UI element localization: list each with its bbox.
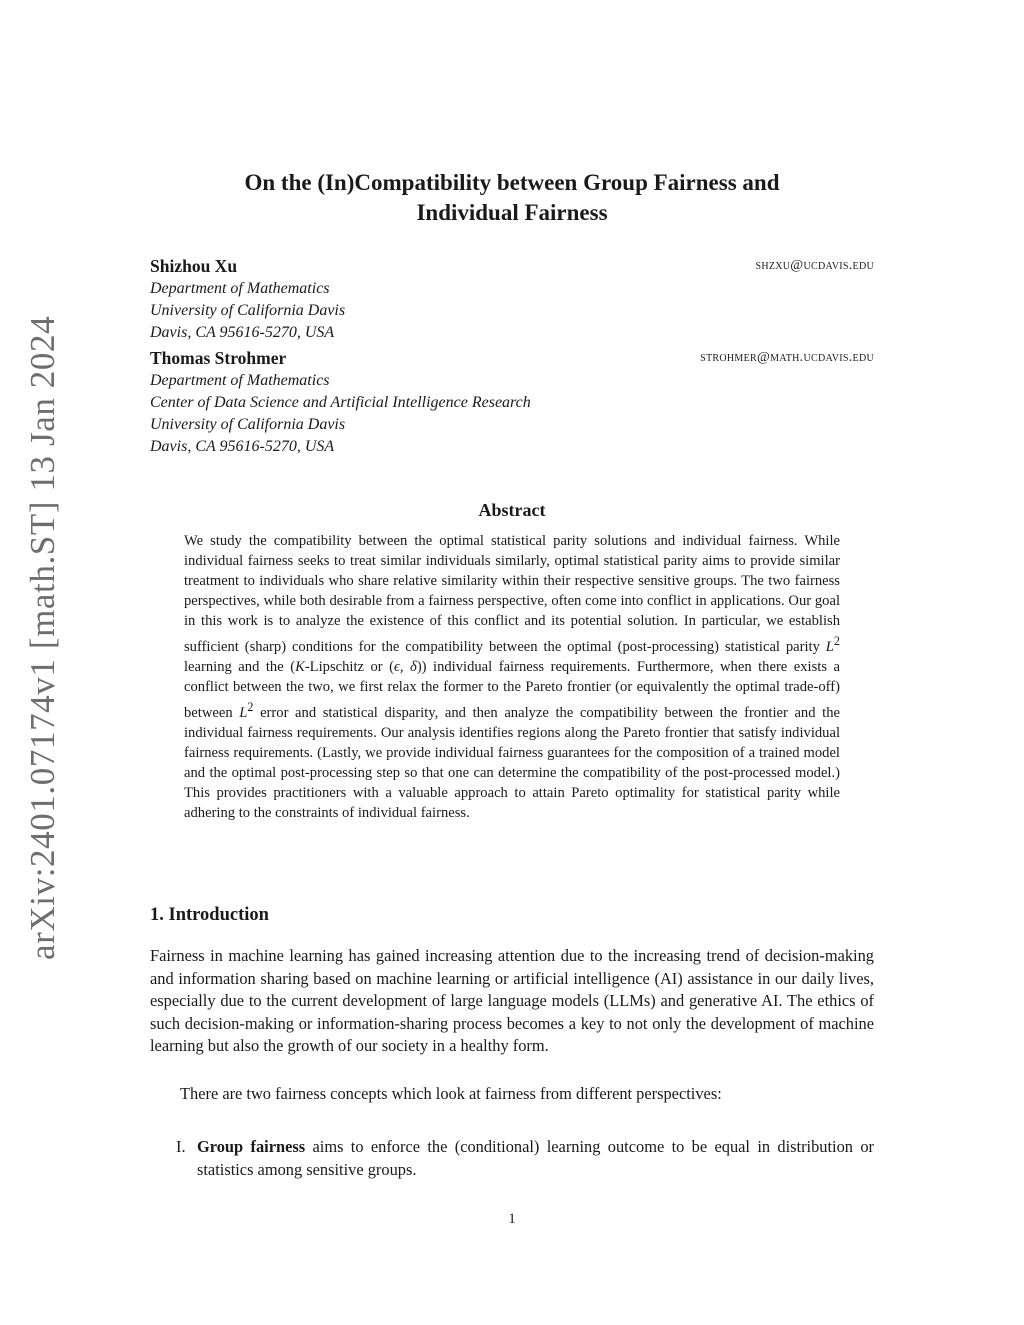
page-number: 1 (508, 1211, 516, 1227)
math-symbol: K (295, 659, 305, 676)
affiliation-line: Davis, CA 95616-5270, USA (150, 324, 335, 341)
affiliation-line: Center of Data Science and Artificial Intelligence Research (150, 394, 531, 411)
math-symbol: ϵ, δ (394, 659, 417, 676)
author-name: Shizhou Xu (150, 256, 238, 276)
abstract-heading: Abstract (478, 500, 546, 520)
affiliation-line: University of California Davis (150, 416, 346, 433)
affiliation-line: Davis, CA 95616-5270, USA (150, 438, 335, 455)
title-line-2: Individual Fairness (416, 200, 608, 225)
intro-paragraph: Fairness in machine learning has gained increasing attention due to the increasing trend of decision-making and information sharing based on machine learning or artificial intelligence (AI) assistance in our daily lives, especially due to the current development of large language models (LLMs) and generative AI. The ethics of such decision-making or information-sharing process becomes a key to not only the development of machine learning but also the growth of our society in a healthy form. (150, 946, 874, 1056)
abstract-text-part: error and statistical disparity, and then analyze the compatibility between the frontier and the individual fairness requirements. Our analysis identifies regions along the Pareto frontier that satisfy individual fairness requirements. (Lastly, we provide individual fairness guarantees for the composition of a trained model and the optimal post-processing step so that one can determine the compatibility of the post-processed model.) This provides practitioners with a valuable approach to attain Pareto optimality for statistical parity while adhering to the constraints of individual fairness. (184, 705, 840, 822)
author-block-2 (150, 346, 874, 458)
abstract-text-part: )) individual fairness requirements. Furthermore, when there exists a conflict between the two, we first relax the former to the Pareto frontier (or equivalently the optimal trade-off) between (184, 659, 840, 722)
author-email[interactable]: shzxu@ucdavis.edu (755, 258, 874, 273)
title-line-1: On the (In)Compatibility between Group Fairness and (244, 170, 780, 195)
author-block-1 (150, 254, 874, 344)
math-superscript: 2 (247, 700, 254, 715)
section-heading-introduction: 1. Introduction (150, 905, 269, 925)
affiliation-line: University of California Davis (150, 302, 346, 319)
math-symbol: L (239, 705, 248, 722)
affiliation-line: Department of Mathematics (150, 372, 330, 389)
abstract-text (184, 531, 840, 823)
paper-title (150, 168, 874, 228)
list-item (150, 1136, 874, 1181)
author-name: Thomas Strohmer (150, 348, 287, 368)
list-item-text: aims to enforce the (conditional) learning outcome to be equal in distribution or statistics among sensitive groups. (197, 1137, 874, 1179)
arxiv-identifier: arXiv:2401.07174v1 [math.ST] 13 Jan 2024 (23, 315, 62, 960)
abstract-text-part: -Lipschitz or ( (304, 659, 394, 676)
list-item-term: Group fairness (197, 1137, 306, 1156)
affiliation-line: Department of Mathematics (150, 280, 330, 297)
author-email[interactable]: strohmer@math.ucdavis.edu (700, 350, 874, 365)
math-superscript: 2 (833, 634, 840, 649)
list-item-body (197, 1136, 874, 1181)
math-symbol: L (825, 639, 834, 656)
abstract-text-part: learning and the ( (184, 659, 296, 676)
intro-paragraph: There are two fairness concepts which look at fairness from different perspectives: (180, 1084, 722, 1103)
list-item-number: I. (176, 1137, 186, 1156)
abstract-text-part: We study the compatibility between the optimal statistical parity solutions and individual fairness. While individual fairness seeks to treat similar individuals similarly, optimal statistical parity aims to provide similar treatment to individuals who share relative similarity within their respective sensitive groups. The two fairness perspectives, while both desirable from a fairness perspective, often come into conflict in applications. Our goal in this work is to analyze the existence of this conflict and its potential solution. In particular, we establish sufficient (sharp) conditions for the compatibility between the optimal (post-processing) statistical parity (184, 533, 840, 656)
